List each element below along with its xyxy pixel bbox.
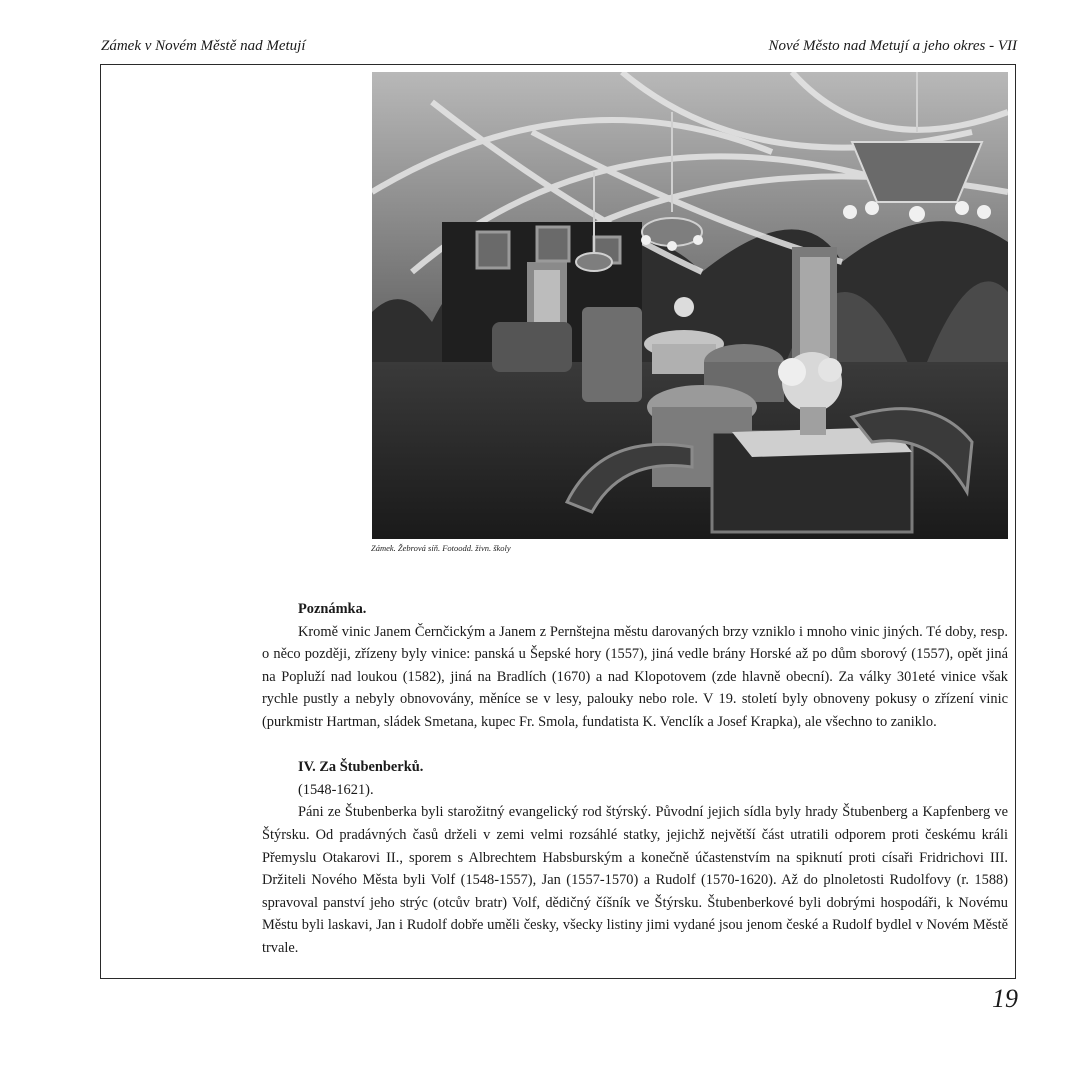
note-paragraph: Kromě vinic Janem Černčickým a Janem z Pernštejna městu darovaných brzy vzniklo i mnoho vinic jiných. Té doby, resp. o něco později, zřízeny byly vinice: panská u Šepské hory (1557), jiná vedle brány Horské až po dům sborový (1557), opět jiná na Popluží nad loukou (1582), jiná na Bradlích (1670) a nad Klopotovem (zde hlavně obecní). Za války 301eté vinice však rychle pustly a nebyly obnovovány, měníce se v lesy, palouky nebo role. V 19. století byly obnoveny pokusy o zřízení vinic (purkmistr Hartman, sládek Smetana, kupec Fr. Smola, fundatista K. Venclík a Josef Krapka), ale všechno to zaniklo. [262,623,1008,730]
running-head-right: Nové Město nad Metují a jeho okres - VII [768,38,1017,54]
section-dates: (1548-1621). [298,781,374,798]
section-paragraph: Páni ze Štubenberka byli starožitný evangelický rod štýrský. Původní jejich sídla byly hrady Štubenberg a Kapfenberg ve Štýrsku. Od pradávných časů drželi v zemi velmi rozsáhlé statky, jejichž největší část utratili odporem proti českému králi Přemyslu Otakarovi II., sporem s Albrechtem Habsburským a konečně účastenstvím na spiknutí proti císaři Fridrichovi III. Držiteli Nového Města byli Volf (1548-1557), Jan (1557-1570) a Rudolf (1570-1620). Až do plnoletosti Rudolfovy (r. 1588) spravoval panství jeho strýc (otcův bratr) Volf, dědičný číšník ve Štýrsku. Štubenberkové byli dobrými hospodáři, k Novému Městu byli laskavi, Jan i Rudolf dobře uměli česky, všecky listiny jimi vydané jsou jenom české a Rudolf bydlel v Novém Městě trvale. [262,804,1008,956]
running-head-left: Zámek v Novém Městě nad Metují [101,38,306,54]
photo-ribbed-hall [372,72,1008,539]
note-heading: Poznámka. [298,601,367,617]
photo-illustration [372,72,1008,539]
photo-caption: Zámek. Žebrová síň. Fotoodd. živn. školy [371,543,511,553]
body-text [262,598,1008,960]
paragraph-gap [262,734,1008,757]
section-heading: IV. Za Štubenberků. [298,759,424,776]
page-frame [100,64,1016,979]
page-number: 19 [992,984,1018,1013]
